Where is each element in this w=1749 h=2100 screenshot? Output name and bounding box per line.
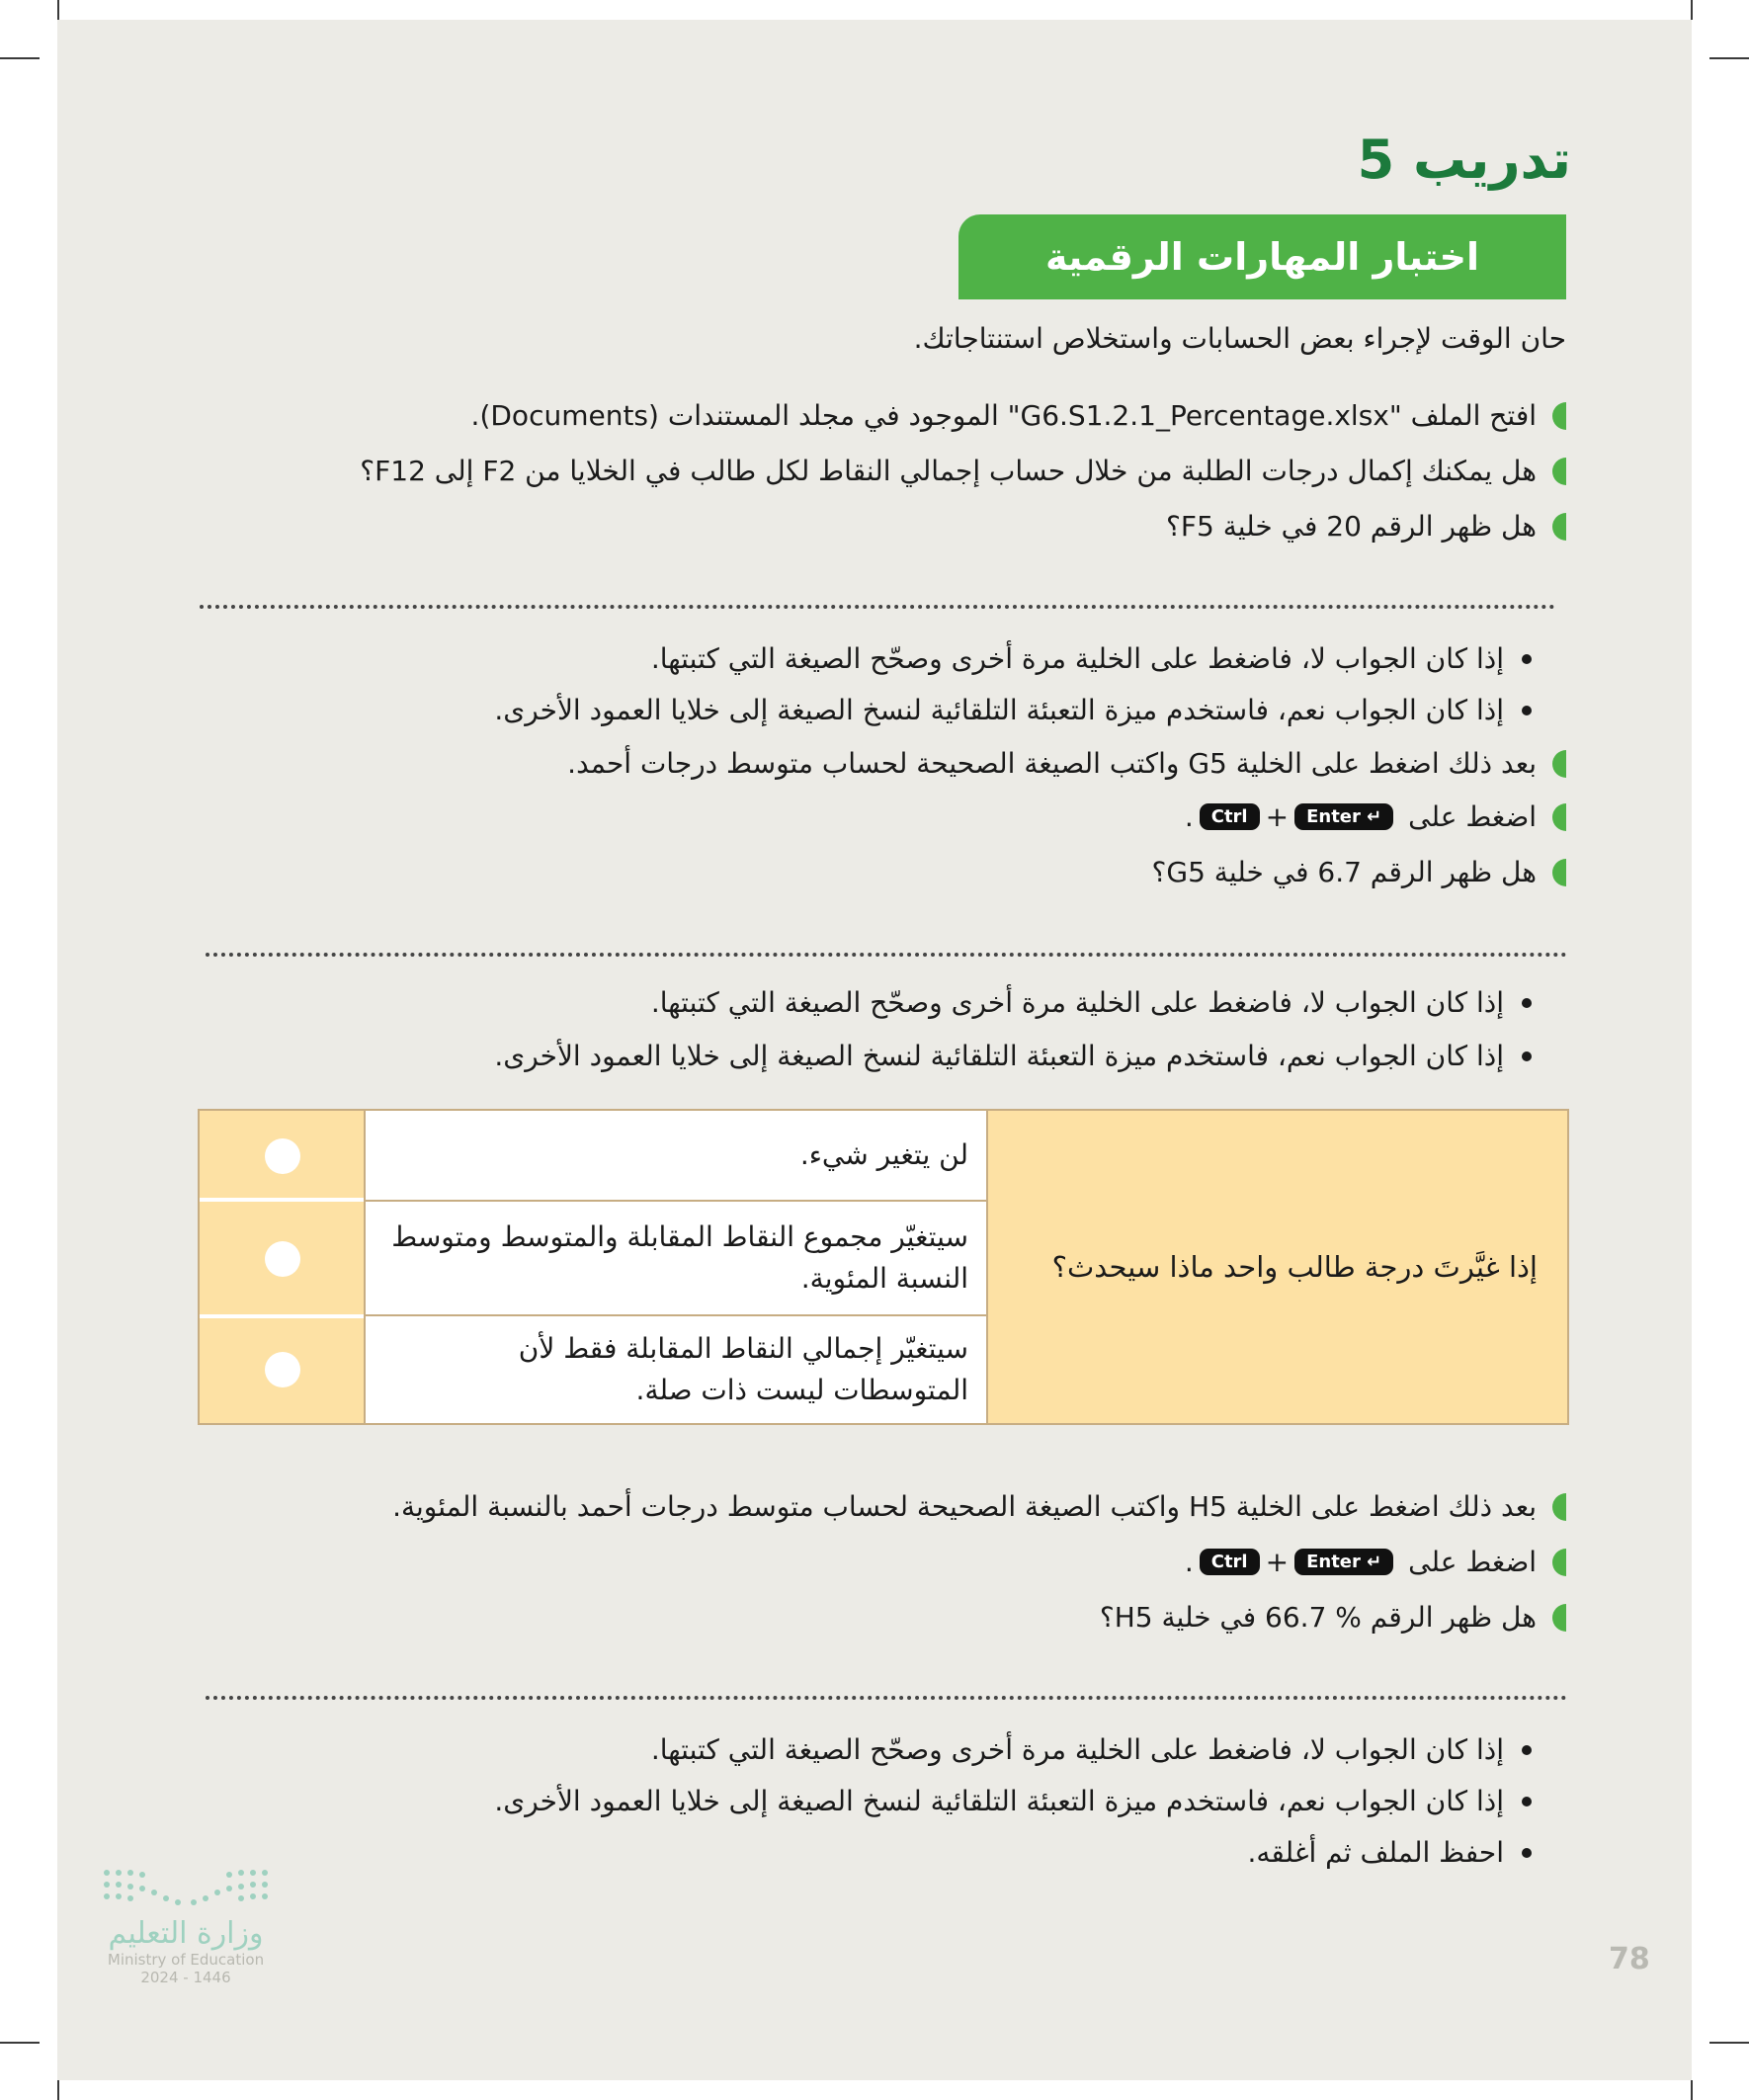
edition-year: 2024 - 1446 — [140, 1969, 231, 1986]
crop-mark — [1691, 2080, 1693, 2100]
step-item: هل يمكنك إكمال درجات الطلبة من خلال حساب إجمالي النقاط لكل طالب في الخلايا من F2 إلى F12؟ — [360, 455, 1566, 487]
green-bullet-icon — [1552, 513, 1566, 541]
ministry-logo — [97, 1863, 275, 1986]
answer-item: احفظ الملف ثم أغلقه. — [1248, 1836, 1532, 1869]
step-item: اضغط على Enter ↵ + Ctrl . — [1185, 800, 1566, 833]
green-bullet-icon — [1552, 1604, 1566, 1632]
quiz-option: لن يتغير شيء. — [366, 1111, 986, 1202]
ministry-name-en: Ministry of Education — [107, 1951, 265, 1969]
green-bullet-icon — [1552, 402, 1566, 430]
answer-line — [200, 605, 1555, 609]
bullet-icon — [1522, 654, 1532, 664]
bullet-icon — [1522, 1051, 1532, 1061]
enter-key: Enter ↵ — [1294, 1549, 1393, 1575]
option-radio[interactable] — [265, 1138, 300, 1174]
intro-text: حان الوقت لإجراء بعض الحسابات واستخلاص استنتاجاتك. — [913, 322, 1566, 355]
quiz-table — [198, 1109, 1569, 1425]
green-bullet-icon — [1552, 750, 1566, 778]
row-divider — [200, 1198, 364, 1202]
quiz-question: إذا غيَّرتَ درجة طالب واحد ماذا سيحدث؟ — [1051, 1250, 1538, 1284]
green-bullet-icon — [1552, 1549, 1566, 1576]
step-item: هل ظهر الرقم % 66.7 في خلية H5؟ — [1100, 1601, 1566, 1634]
bullet-icon — [1522, 706, 1532, 715]
bullet-icon — [1522, 1797, 1532, 1806]
enter-key: Enter ↵ — [1294, 803, 1393, 830]
crop-mark — [1709, 2042, 1749, 2044]
quiz-option: سيتغيّر إجمالي النقاط المقابلة فقط لأن المتوسطات ليست ذات صلة. — [366, 1316, 986, 1423]
green-bullet-icon — [1552, 859, 1566, 886]
crop-mark — [1709, 57, 1749, 59]
crop-mark — [0, 2042, 40, 2044]
answer-line — [206, 953, 1567, 957]
answer-item: إذا كان الجواب لا، فاضغط على الخلية مرة أخرى وصحّح الصيغة التي كتبتها. — [651, 1733, 1532, 1766]
bullet-icon — [1522, 1745, 1532, 1755]
page-title: تدريب 5 — [1357, 128, 1571, 191]
step-item: افتح الملف "G6.S1.2.1_Percentage.xlsx" الموجود في مجلد المستندات (Documents). — [471, 399, 1566, 432]
answer-item: إذا كان الجواب نعم، فاستخدم ميزة التعبئة التلقائية لنسخ الصيغة إلى خلايا العمود الأخرى. — [494, 1785, 1532, 1817]
green-bullet-icon — [1552, 803, 1566, 831]
step-item: اضغط على Enter ↵ + Ctrl . — [1185, 1546, 1566, 1578]
row-divider — [200, 1314, 364, 1318]
step-item: بعد ذلك اضغط على الخلية G5 واكتب الصيغة الصحيحة لحساب متوسط درجات أحمد. — [567, 747, 1566, 780]
crop-mark — [57, 0, 59, 20]
crop-mark — [57, 2080, 59, 2100]
green-bullet-icon — [1552, 458, 1566, 485]
table-divider — [986, 1111, 988, 1423]
quiz-option: سيتغيّر مجموع النقاط المقابلة والمتوسط ومتوسط النسبة المئوية. — [366, 1202, 986, 1316]
crop-mark — [0, 57, 40, 59]
answer-line — [206, 1696, 1567, 1700]
answer-item: إذا كان الجواب نعم، فاستخدم ميزة التعبئة التلقائية لنسخ الصيغة إلى خلايا العمود الأخرى. — [494, 1040, 1532, 1072]
table-divider — [364, 1111, 366, 1423]
page-number: 78 — [1609, 1942, 1650, 1976]
crop-mark — [1691, 0, 1693, 20]
answer-item: إذا كان الجواب لا، فاضغط على الخلية مرة أخرى وصحّح الصيغة التي كتبتها. — [651, 642, 1532, 675]
option-radio[interactable] — [265, 1241, 300, 1277]
step-item: بعد ذلك اضغط على الخلية H5 واكتب الصيغة الصحيحة لحساب متوسط درجات أحمد بالنسبة المئوية. — [392, 1490, 1566, 1523]
bullet-icon — [1522, 1848, 1532, 1858]
ministry-name-ar: وزارة التعليم — [108, 1916, 264, 1951]
step-item: هل ظهر الرقم 6.7 في خلية G5؟ — [1152, 856, 1566, 888]
answer-item: إذا كان الجواب لا، فاضغط على الخلية مرة أخرى وصحّح الصيغة التي كتبتها. — [651, 986, 1532, 1019]
section-banner: اختبار المهارات الرقمية — [958, 214, 1566, 299]
option-radio[interactable] — [265, 1352, 300, 1387]
answer-item: إذا كان الجواب نعم، فاستخدم ميزة التعبئة التلقائية لنسخ الصيغة إلى خلايا العمود الأخرى. — [494, 694, 1532, 726]
green-bullet-icon — [1552, 1493, 1566, 1521]
ctrl-key: Ctrl — [1200, 803, 1260, 830]
ctrl-key: Ctrl — [1200, 1549, 1260, 1575]
bullet-icon — [1522, 998, 1532, 1008]
ministry-dots-icon — [97, 1863, 275, 1912]
step-item: هل ظهر الرقم 20 في خلية F5؟ — [1166, 510, 1566, 543]
